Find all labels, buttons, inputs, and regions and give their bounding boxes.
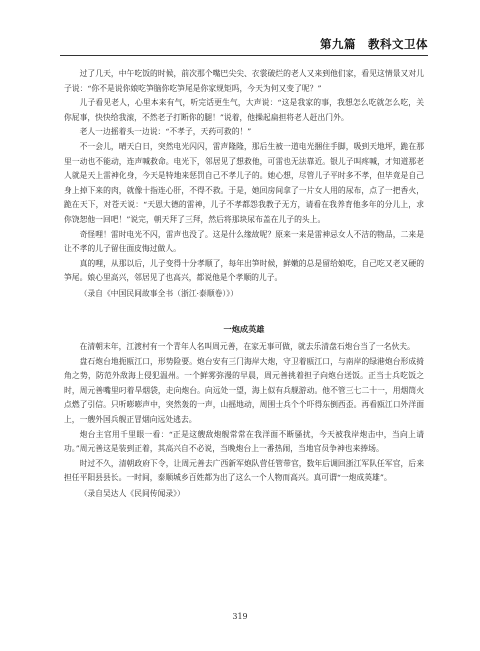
- section-title: 第九篇 教科文卫体: [320, 37, 428, 51]
- paragraph: 奇怪哩！雷时电光不闪，雷声也没了。这是什么缘故呢？原来一来是雷神忌女人不洁的物品，二来是让不孝的儿子留住面皮悔过做人。: [64, 229, 424, 254]
- paragraph: 老人一边摇着头一边说：“不孝子，天药可救的！”: [79, 127, 252, 137]
- source-citation: （录自《中国民间故事全书（浙江·泰顺卷）》）: [79, 288, 239, 298]
- paragraph: 过了几天，中午吃饭的时候，前次那个嘴巴尖尖、衣裳破烂的老人又来到他们家，看见这情景又对儿子说：“你不是说你娘吃笋脑你吃笋尾是你家规矩吗，今天为何又变了呢？”: [64, 69, 424, 93]
- paragraph: 时过不久，清朝政府下令，让周元善去广西新军炮队营任管带官，数年后调回浙江军队任军官，后来担任平阳县县长。一时间，泰顺城乡百姓都为出了这么一个人物而高兴。真可谓“一炮成英雄”。: [64, 458, 424, 483]
- story-title: 一炮成英雄: [223, 323, 265, 334]
- page-body: [64, 67, 424, 502]
- paragraph: 盘石炮台地扼瓯江口，形势险要。炮台安有三门海岸大炮，守卫着瓯江口，与南岸的绿港炮台形成掎角之势，防范外敌海上侵犯温州。一个鲜雾弥漫的早晨，周元善挑着担子向炮台送饭。正当士兵吃饭之时，周元善嘴里叼着旱烟袋，走向炮台。向远处一望，海上似有兵舰游动。他不管三七二十一，用烟筒火点燃了引信。只听嘭嘭声中，突然轰的一声，山摇地动，周围士兵个个吓得东倒西歪。再看瓯江口外洋面上，一艘外国兵舰正冒烟向远处逃去。: [64, 356, 424, 425]
- paragraph: 儿子看见老人，心里本来有气，听完话更生气，大声说：“这是我家的事，我想怎么吃就怎么吃，关你屁事，快快给我滚，不然老子打断你的腿！”说着，他操起扁担将老人赶出门外。: [64, 98, 424, 122]
- paragraph: 不一会儿，晴天白日，突然电光闪闪，雷声隆隆，那后生被一道电光捆住手脚，吸到天地坪，跪在那里一动也不能动，连声喊救命。电光下，邻居见了想救他，可雷也无法靠近。银儿子叫疼喊，才知道那老人就是天上雷神化身，今天是特地来惩罚自己不孝儿子的。她心想，尽管儿子平时多不孝，但毕竟是自己身上掉下来的肉，就像十指连心肝，不得不救。于是，她回房间拿了一片女人用的尿布，点了一把香火，跪在天下，对苍天说：“天恩大德的雷神，儿子不孝都怨我教子无方，请看在我养育他多年的分儿上，求你饶恕他一回吧！”说完，朝天拜了三拜，然后将那块尿布盖在儿子的头上。: [64, 141, 424, 224]
- paragraph: 在清朝末年，江渡村有一个青年人名叫周元善，在家无事可做，就去乐清盘石炮台当了一名伙夫。: [79, 342, 415, 352]
- paragraph: 真的哩，从那以后，儿子变得十分孝顺了，每年出笋时候，鲜嫩的总是留给娘吃，自己吃又老又硬的笋尾。娘心里高兴，邻居见了也高兴，都说他是个孝顺的儿子。: [64, 258, 424, 283]
- source-citation: （录自吴达人《民间传闻录》）: [79, 489, 185, 499]
- page-header: [60, 36, 428, 56]
- page-number: 319: [232, 612, 248, 621]
- paragraph: 炮台主官用千里眼一看：“正是这艘敌炮舰常常在我洋面不断骚扰，今天被我岸炮击中，当向上请功。”周元善这是装到正着，其高兴自不必说，当晚炮台上一番热闹，当地官员争神也来捧场。: [64, 429, 424, 454]
